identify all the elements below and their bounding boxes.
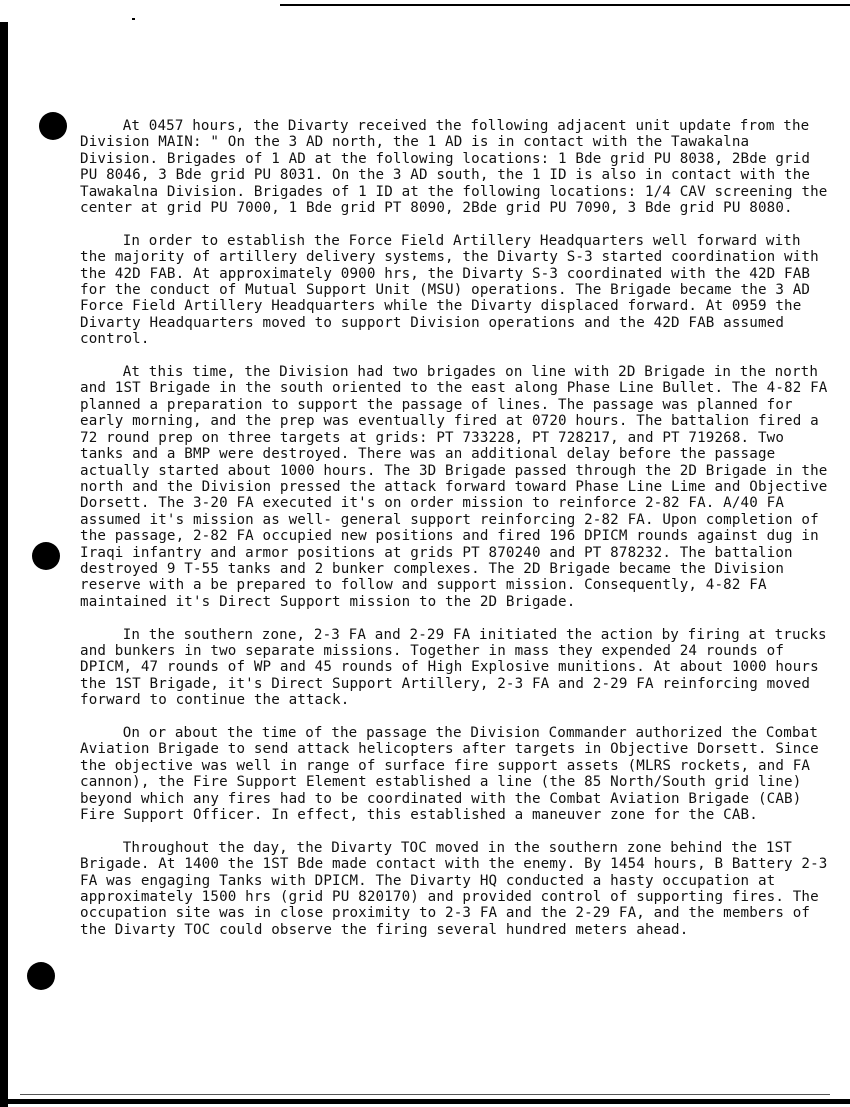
scan-bottom-thin-rule bbox=[20, 1094, 830, 1095]
punch-hole-top bbox=[39, 112, 67, 140]
punch-hole-middle bbox=[32, 542, 60, 570]
document-body bbox=[80, 118, 832, 955]
scan-bottom-rule bbox=[0, 1099, 850, 1104]
paragraph-passage-of-lines: At this time, the Division had two brigades on line with 2D Brigade in the north and 1ST Brigade in the south oriented to the east along Phase Line Bullet. The 4-82 FA planned a preparation to support the passage of lines. The passage was planned for early morning, and the prep was eventually fired at 0720 hours. The battalion fired a 72 round prep on three targets at grids: PT 733228, PT 728217, and PT 719268. Two tanks and a BMP were destroyed. There was an additional delay before the passage actually started about 1000 hours. The 3D Brigade passed through the 2D Brigade in the north and the Division pressed the attack forward toward Phase Line Lime and Objective Dorsett. The 3-20 FA executed it's on order mission to reinforce 2-82 FA. A/40 FA assumed it's mission as well- general support reinforcing 2-82 FA. Upon completion of the passage, 2-82 FA occupied new positions and fired 196 DPICM rounds against dug in Iraqi infantry and armor positions at grids PT 870240 and PT 878232. The battalion destroyed 9 T-55 tanks and 2 bunker complexes. The 2D Brigade became the Division reserve with a be prepared to follow and support mission. Consequently, 4-82 FA maintained it's Direct Support mission to the 2D Brigade. bbox=[80, 364, 828, 610]
punch-hole-bottom bbox=[27, 962, 55, 990]
scan-left-edge bbox=[0, 22, 8, 1107]
scan-speck bbox=[132, 18, 135, 20]
paragraph-southern-zone: In the southern zone, 2-3 FA and 2-29 FA initiated the action by firing at trucks and bunkers in two separate missions. Together in mass they expended 24 rounds of DPICM, 47 rounds of WP and 45 rounds of High Explosive munitions. At about 1000 hours the 1ST Brigade, it's Direct Support Artillery, 2-3 FA and 2-29 FA reinforcing moved forward to continue the attack. bbox=[80, 626, 827, 709]
paragraph-force-field-artillery: In order to establish the Force Field Artillery Headquarters well forward with the majority of artillery delivery systems, the Divarty S-3 started coordination with the 42D FAB. At approximately 0900 hrs, the Divarty S-3 coordinated with the 42D FAB for the conduct of Mutual Support Unit (MSU) operations. The Brigade became the 3 AD Force Field Artillery Headquarters while the Divarty displaced forward. At 0959 the Divarty Headquarters moved to support Division operations and the 42D FAB assumed control. bbox=[80, 232, 819, 348]
paragraph-divarty-toc: Throughout the day, the Divarty TOC moved in the southern zone behind the 1ST Brigade. At 1400 the 1ST Bde made contact with the enemy. By 1454 hours, B Battery 2-3 FA was engaging Tanks with DPICM. The Divarty HQ conducted a hasty occupation at approximately 1500 hrs (grid PU 820170) and provided control of supporting fires. The occupation site was in close proximity to 2-3 FA and the 2-29 FA, and the members of the Divarty TOC could observe the firing several hundred meters ahead. bbox=[80, 839, 828, 938]
paragraph-combat-aviation: On or about the time of the passage the Division Commander authorized the Combat Aviation Brigade to send attack helicopters after targets in Objective Dorsett. Since the objective was well in range of surface fire support assets (MLRS rockets, and FA cannon), the Fire Support Element established a line (the 85 North/South grid line) beyond which any fires had to be coordinated with the Combat Aviation Brigade (CAB) Fire Support Officer. In effect, this established a maneuver zone for the CAB. bbox=[80, 724, 819, 823]
scan-top-rule bbox=[280, 4, 850, 6]
paragraph-adjacent-unit-update: At 0457 hours, the Divarty received the following adjacent unit update from the Division MAIN: " On the 3 AD north, the 1 AD is in contact with the Tawakalna Division. Brigades of 1 AD at the following locations: 1 Bde grid PU 8038, 2Bde grid PU 8046, 3 Bde grid PU 8031. On the 3 AD south, the 1 ID is also in contact with the Tawakalna Division. Brigades of 1 ID at the following locations: 1/4 CAV screening the center at grid PU 7000, 1 Bde grid PT 8090, 2Bde grid PU 7090, 3 Bde grid PU 8080. bbox=[80, 118, 828, 217]
